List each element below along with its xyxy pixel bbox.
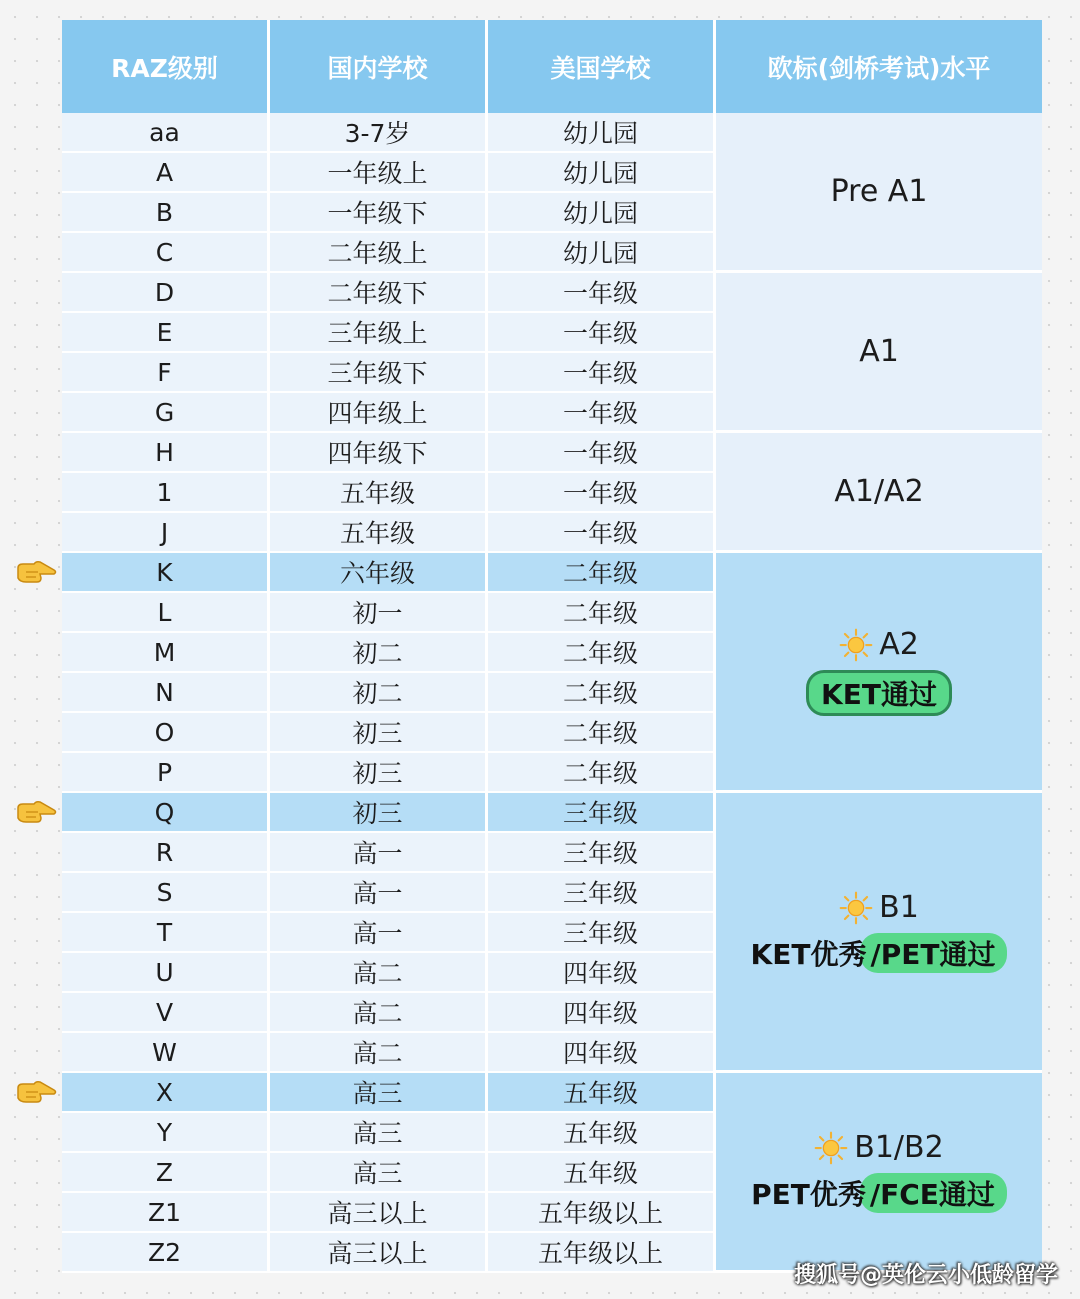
header-cell: 欧标(剑桥考试)水平 <box>716 20 1042 113</box>
raz-cell: B <box>62 193 270 233</box>
raz-cell: aa <box>62 113 270 153</box>
us-school-cell: 二年级 <box>488 553 716 593</box>
domestic-school-cell: 四年级下 <box>270 433 488 473</box>
us-school-cell: 幼儿园 <box>488 233 716 273</box>
cefr-level-cell <box>716 433 1042 553</box>
raz-cell: C <box>62 233 270 273</box>
us-school-cell: 三年级 <box>488 913 716 953</box>
cefr-level-label: A1/A2 <box>834 474 924 509</box>
exam-note <box>751 933 1008 973</box>
cefr-level-label: A2 <box>879 627 919 662</box>
raz-cell: M <box>62 633 270 673</box>
cefr-level-cell <box>716 273 1042 433</box>
header-cell: RAZ级别 <box>62 20 270 113</box>
raz-cell: A <box>62 153 270 193</box>
cefr-level-label: B1/B2 <box>854 1130 944 1165</box>
header-cell: 美国学校 <box>488 20 716 113</box>
cefr-level-cell <box>716 113 1042 273</box>
exam-pass-badge: KET通过 <box>806 670 952 716</box>
domestic-school-cell: 四年级上 <box>270 393 488 433</box>
raz-cell: Z1 <box>62 1193 270 1233</box>
domestic-school-cell: 高一 <box>270 873 488 913</box>
us-school-cell: 五年级 <box>488 1113 716 1153</box>
raz-cell: F <box>62 353 270 393</box>
raz-cell: J <box>62 513 270 553</box>
raz-cell: E <box>62 313 270 353</box>
us-school-cell: 一年级 <box>488 393 716 433</box>
raz-cell: V <box>62 993 270 1033</box>
domestic-school-cell: 六年级 <box>270 553 488 593</box>
raz-cell: T <box>62 913 270 953</box>
exam-pass-badge: /PET通过 <box>860 933 1007 973</box>
raz-cell: D <box>62 273 270 313</box>
exam-note <box>751 1173 1007 1213</box>
us-school-cell: 三年级 <box>488 793 716 833</box>
raz-cell: K <box>62 553 270 593</box>
us-school-cell: 幼儿园 <box>488 193 716 233</box>
us-school-cell: 一年级 <box>488 513 716 553</box>
raz-cell: R <box>62 833 270 873</box>
cefr-level-label: A1 <box>859 334 899 369</box>
cefr-level-cell <box>716 793 1042 1073</box>
domestic-school-cell: 高二 <box>270 993 488 1033</box>
raz-cell: X <box>62 1073 270 1113</box>
us-school-cell: 幼儿园 <box>488 113 716 153</box>
pointing-hand-icon <box>14 558 58 588</box>
domestic-school-cell: 高一 <box>270 833 488 873</box>
raz-cell: G <box>62 393 270 433</box>
domestic-school-cell: 高二 <box>270 1033 488 1073</box>
domestic-school-cell: 高一 <box>270 913 488 953</box>
cefr-level-cell <box>716 1073 1042 1273</box>
cefr-level-cell <box>716 553 1042 793</box>
raz-cell: Z <box>62 1153 270 1193</box>
domestic-school-cell: 高三 <box>270 1073 488 1113</box>
raz-cell: P <box>62 753 270 793</box>
us-school-cell: 一年级 <box>488 273 716 313</box>
raz-cell: Z2 <box>62 1233 270 1273</box>
cefr-level <box>839 627 919 662</box>
us-school-cell: 一年级 <box>488 473 716 513</box>
cefr-level-label: B1 <box>879 890 919 925</box>
pointing-hand-icon <box>14 1078 58 1108</box>
domestic-school-cell: 初三 <box>270 713 488 753</box>
raz-cell: S <box>62 873 270 913</box>
exam-note-text: PET优秀 <box>751 1178 866 1211</box>
us-school-cell: 四年级 <box>488 953 716 993</box>
domestic-school-cell: 五年级 <box>270 473 488 513</box>
cefr-level <box>814 1130 943 1165</box>
cefr-level <box>839 890 919 925</box>
raz-cell: N <box>62 673 270 713</box>
us-school-cell: 五年级 <box>488 1153 716 1193</box>
domestic-school-cell: 一年级上 <box>270 153 488 193</box>
raz-cell: L <box>62 593 270 633</box>
domestic-school-cell: 3-7岁 <box>270 113 488 153</box>
raz-cell: Y <box>62 1113 270 1153</box>
sun-icon <box>814 1131 848 1165</box>
domestic-school-cell: 初三 <box>270 793 488 833</box>
exam-note-text: KET优秀 <box>750 938 867 971</box>
domestic-school-cell: 高三 <box>270 1153 488 1193</box>
pointing-hand-icon <box>14 798 58 828</box>
domestic-school-cell: 高三 <box>270 1113 488 1153</box>
raz-level-table <box>62 20 1042 1280</box>
domestic-school-cell: 初二 <box>270 673 488 713</box>
us-school-cell: 三年级 <box>488 873 716 913</box>
us-school-cell: 四年级 <box>488 993 716 1033</box>
domestic-school-cell: 一年级下 <box>270 193 488 233</box>
us-school-cell: 四年级 <box>488 1033 716 1073</box>
raz-cell: 1 <box>62 473 270 513</box>
domestic-school-cell: 初三 <box>270 753 488 793</box>
exam-pass-badge: /FCE通过 <box>860 1173 1007 1213</box>
us-school-cell: 二年级 <box>488 713 716 753</box>
us-school-cell: 五年级以上 <box>488 1193 716 1233</box>
sun-icon <box>839 891 873 925</box>
raz-cell: W <box>62 1033 270 1073</box>
us-school-cell: 五年级 <box>488 1073 716 1113</box>
us-school-cell: 二年级 <box>488 673 716 713</box>
us-school-cell: 二年级 <box>488 633 716 673</box>
domestic-school-cell: 二年级上 <box>270 233 488 273</box>
cefr-level-label: Pre A1 <box>830 174 928 209</box>
us-school-cell: 幼儿园 <box>488 153 716 193</box>
domestic-school-cell: 高三以上 <box>270 1193 488 1233</box>
watermark: 搜狐号@英伦云小低龄留学 <box>793 1263 1058 1288</box>
domestic-school-cell: 高二 <box>270 953 488 993</box>
us-school-cell: 一年级 <box>488 433 716 473</box>
domestic-school-cell: 二年级下 <box>270 273 488 313</box>
raz-cell: U <box>62 953 270 993</box>
raz-cell: H <box>62 433 270 473</box>
us-school-cell: 二年级 <box>488 593 716 633</box>
raz-cell: Q <box>62 793 270 833</box>
cefr-level <box>859 334 899 369</box>
domestic-school-cell: 初一 <box>270 593 488 633</box>
domestic-school-cell: 初二 <box>270 633 488 673</box>
cefr-level <box>834 474 923 509</box>
exam-note <box>806 670 952 716</box>
domestic-school-cell: 三年级上 <box>270 313 488 353</box>
us-school-cell: 三年级 <box>488 833 716 873</box>
us-school-cell: 一年级 <box>488 353 716 393</box>
header-cell: 国内学校 <box>270 20 488 113</box>
sun-icon <box>839 628 873 662</box>
raz-cell: O <box>62 713 270 753</box>
cefr-level <box>831 174 928 209</box>
us-school-cell: 五年级以上 <box>488 1233 716 1273</box>
us-school-cell: 二年级 <box>488 753 716 793</box>
domestic-school-cell: 五年级 <box>270 513 488 553</box>
us-school-cell: 一年级 <box>488 313 716 353</box>
domestic-school-cell: 三年级下 <box>270 353 488 393</box>
domestic-school-cell: 高三以上 <box>270 1233 488 1273</box>
